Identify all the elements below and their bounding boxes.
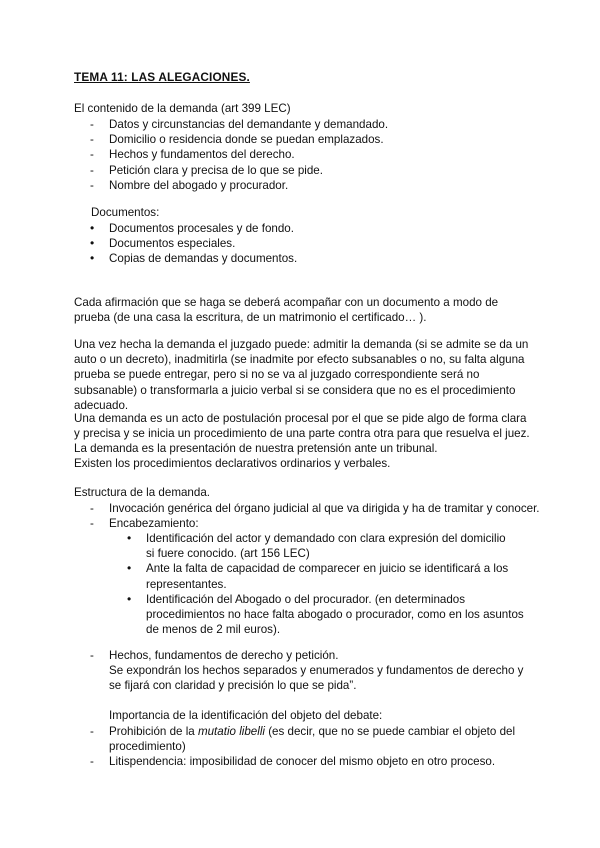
list-item: • Ante la falta de capacidad de comparecer en juicio se identificará a los representantes.: [146, 561, 516, 591]
list-item: - Domicilio o residencia donde se puedan emplazados.: [109, 132, 388, 147]
list-item: - Nombre del abogado y procurador.: [109, 178, 388, 193]
list-item: - Encabezamiento:: [109, 516, 540, 531]
documentos-heading: Documentos:: [91, 206, 160, 219]
paragraph-juzgado: Una vez hecha la demanda el juzgado puede: admitir la demanda (si se admite se da un auto o un decreto), inadmitirla (se inadmite por efecto subsanables o no, su falta alguna prueba se puede entregar, pero si no se va al juzgado correspondiente será no subsanable) o transformarla a juicio verbal si se considera que no es el procedimiento adecuado.: [74, 338, 529, 412]
list-item: • Identificación del actor y demandado con clara expresión del domicilio si fuere conocido. (art 156 LEC): [146, 531, 516, 561]
estructura-heading: Estructura de la demanda.: [74, 486, 210, 499]
paragraph-afirmacion: Cada afirmación que se haga se deberá acompañar con un documento a modo de prueba (de una casa la escritura, de un matrimonio el certificado… ).: [74, 296, 499, 325]
mutatio-libelli-term: mutatio libelli: [197, 725, 265, 738]
objeto-heading: Importancia de la identificación del objeto del debate:: [109, 709, 383, 722]
hechos-detail: Se expondrán los hechos separados y enumerados y fundamentos de derecho y se fijará con claridad y precisión lo que se pida”.: [109, 664, 524, 693]
paragraph-procedimientos: Existen los procedimientos declarativos ordinarios y verbales.: [74, 457, 391, 470]
list-item: - Petición clara y precisa de lo que se pide.: [109, 163, 388, 178]
list-item: - Litispendencia: imposibilidad de conocer del mismo objeto en otro proceso.: [109, 754, 521, 769]
objeto-list: [109, 724, 521, 770]
prohibicion-text: Prohibición de la: [109, 725, 198, 738]
list-item: - Datos y circunstancias del demandante y demandado.: [109, 117, 388, 132]
encabezamiento-sublist: [146, 531, 526, 637]
contenido-heading: El contenido de la demanda (art 399 LEC): [74, 102, 291, 115]
estructura-list: [109, 501, 540, 531]
hechos-list: [109, 648, 338, 663]
list-item: • Identificación del Abogado o del procurador. (en determinados procedimientos no hace falta abogado o procurador, como en los asuntos de menos de 2 mil euros).: [146, 592, 528, 638]
list-item: • Copias de demandas y documentos.: [109, 251, 297, 266]
list-item: - Invocación genérica del órgano judicial al que va dirigida y ha de tramitar y conocer.: [109, 501, 540, 516]
documentos-list: [109, 221, 297, 267]
prohibicion-explanation: (es decir, que no se puede cambiar el objeto del procedimiento): [109, 725, 516, 754]
paragraph-postulacion: Una demanda es un acto de postulación procesal por el que se pide algo de forma clara y precisa y se inicia un procedimiento de una parte contra otra para que resuelva el juez. La demanda es la presentación de nuestra pretensión ante un tribunal.: [74, 412, 530, 456]
list-item: [109, 724, 521, 754]
contenido-list: [109, 117, 388, 193]
page-title: TEMA 11: LAS ALEGACIONES.: [74, 70, 250, 84]
list-item: - Hechos, fundamentos de derecho y petición.: [109, 648, 338, 663]
list-item: • Documentos procesales y de fondo.: [109, 221, 297, 236]
list-item: - Hechos y fundamentos del derecho.: [109, 147, 388, 162]
list-item: • Documentos especiales.: [109, 236, 297, 251]
